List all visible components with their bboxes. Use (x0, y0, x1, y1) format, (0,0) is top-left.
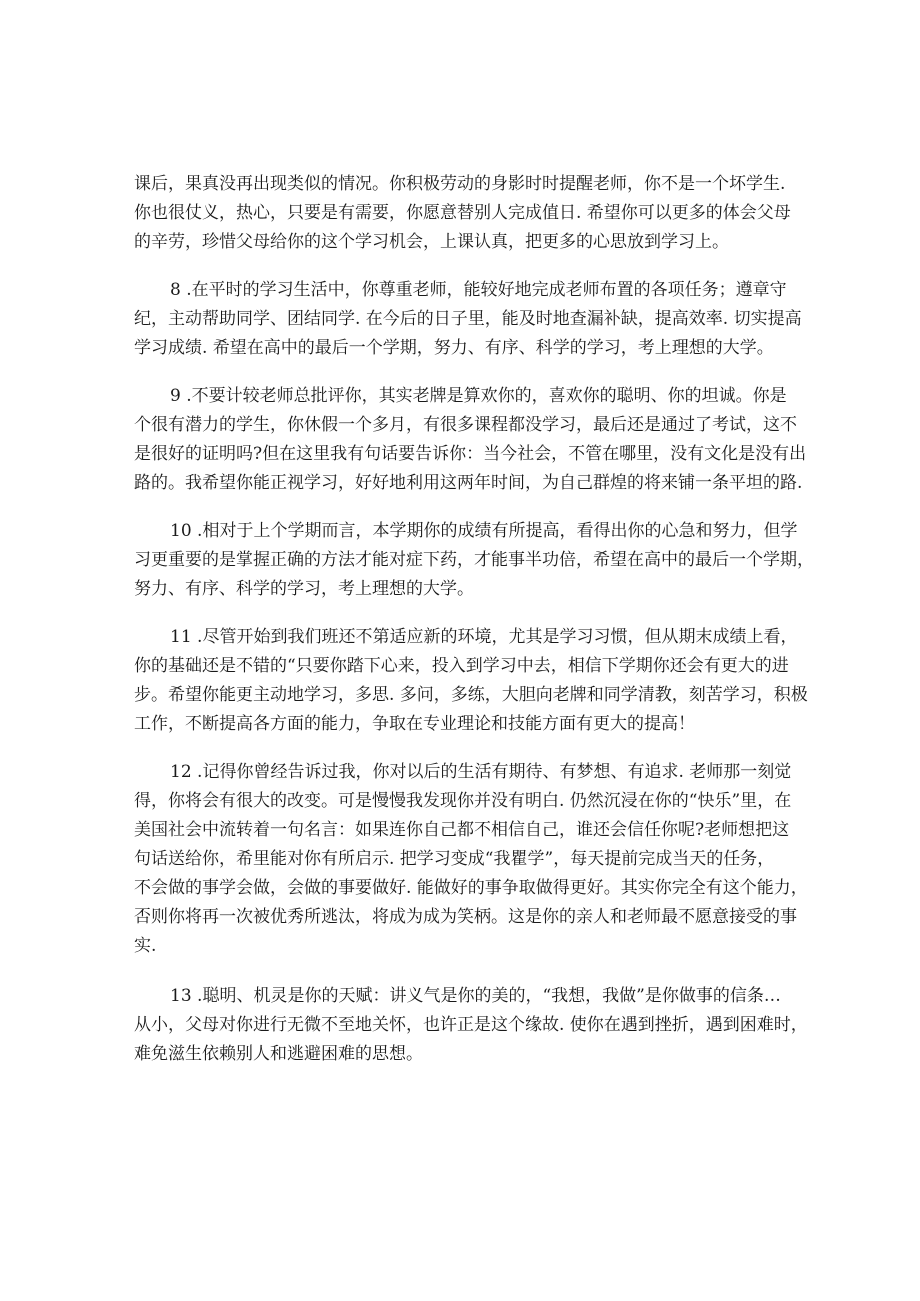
text-line: 从小，父母对你进行无微不至地关怀，也许正是这个缘故. 使你在遇到挫折，遇到困难时， (134, 1015, 808, 1035)
text-line: 努力、有序、科学的学习，考上理想的大学。 (134, 579, 474, 599)
text-line: 习更重要的是掌握正确的方法才能对症下药，才能事半功倍，希望在高中的最后一个学期， (134, 550, 814, 570)
paragraph-continuation (134, 170, 794, 257)
paragraph-item-12 (134, 758, 808, 961)
paragraph-item-13 (134, 982, 808, 1069)
text-line: 难免滋生依赖别人和逃避困难的思想。 (134, 1044, 423, 1064)
text-line: 11 .尽管开始到我们班还不第适应新的环境，尤其是学习习惯，但从期末成绩上看， (170, 627, 798, 647)
text-line: 路的。我希望你能正视学习，好好地利用这两年时间，为自己群煌的将来铺一条平坦的路. (134, 473, 803, 493)
text-line: 8 .在平时的学习生活中，你尊重老师，能较好地完成老师布置的各项任务；遵章守 (170, 280, 787, 300)
text-line: 9 .不要计较老师总批评你，其实老牌是算欢你的，喜欢你的聪明、你的坦诚。你是 (170, 386, 787, 406)
text-line: 工作，不断提高各方面的能力，争取在专业理论和技能方面有更大的提高！ (134, 714, 695, 734)
paragraph-item-9 (134, 382, 807, 498)
text-line: 否则你将再一次被优秀所逃汰，将成为成为笑柄。这是你的亲人和老师最不愿意接受的事 (134, 907, 797, 927)
text-line: 学习成绩. 希望在高中的最后一个学期，努力、有序、科学的学习，考上理想的大学。 (134, 338, 774, 358)
text-line: 纪，主动帮助同学、团结同学. 在今后的日子里，能及时地查漏补缺，提高效率. 切实提高 (134, 309, 802, 329)
text-line: 步。希望你能更主动地学习，多思. 多问，多练，大胆向老牌和同学清教，刻苦学习，积极 (134, 685, 808, 705)
paragraph-item-11 (134, 623, 808, 739)
text-line: 你的基础还是不错的“只要你踏下心来，投入到学习中去，相信下学期你还会有更大的进 (134, 656, 789, 676)
text-line: 12 .记得你曾经告诉过我，你对以后的生活有期待、有梦想、有追求. 老师那一刻觉 (170, 762, 792, 782)
text-line: 个很有潜力的学生，你休假一个多月，有很多课程都没学习，最后还是通过了考试，这不 (134, 415, 797, 435)
paragraph-item-10 (134, 517, 814, 604)
text-line: 10 .相对于上个学期而言，本学期你的成绩有所提高，看得出你的心急和努力，但学 (170, 521, 798, 541)
text-line: 你也很仗义，热心，只要是有需要，你愿意替别人完成值日. 希望你可以更多的体会父母 (134, 203, 791, 223)
text-line: 句话送给你，希里能对你有所启示. 把学习变成“我瞿学”，每天提前完成当天的任务， (134, 849, 775, 869)
paragraph-item-8 (134, 276, 802, 363)
text-line: 的辛劳，珍惜父母给你的这个学习机会，上课认真，把更多的心思放到学习上。 (134, 232, 729, 252)
text-line: 是很好的证明吗?但在这里我有句话要告诉你：当今社会，不管在哪里，没有文化是没有出 (134, 444, 807, 464)
text-line: 得，你将会有很大的改变。可是慢慢我发现你并没有明白. 仍然沉浸在你的“快乐”里，在 (134, 791, 792, 811)
text-line: 13 .聪明、机灵是你的天赋：讲义气是你的美的，“我想，我做”是你做事的信条… (170, 986, 781, 1006)
text-line: 美国社会中流转着一句名言：如果连你自己都不相信自己，谁还会信任你呢?老师想把这 (134, 820, 790, 840)
text-line: 课后，果真没再出现类似的情况。你积极劳动的身影时时提醒老师，你不是一个坏学生. (134, 174, 786, 194)
text-line: 实. (134, 936, 157, 956)
text-line: 不会做的事学会做，会做的事要做好. 能做好的事争取做得更好。其实你完全有这个能力， (134, 878, 808, 898)
